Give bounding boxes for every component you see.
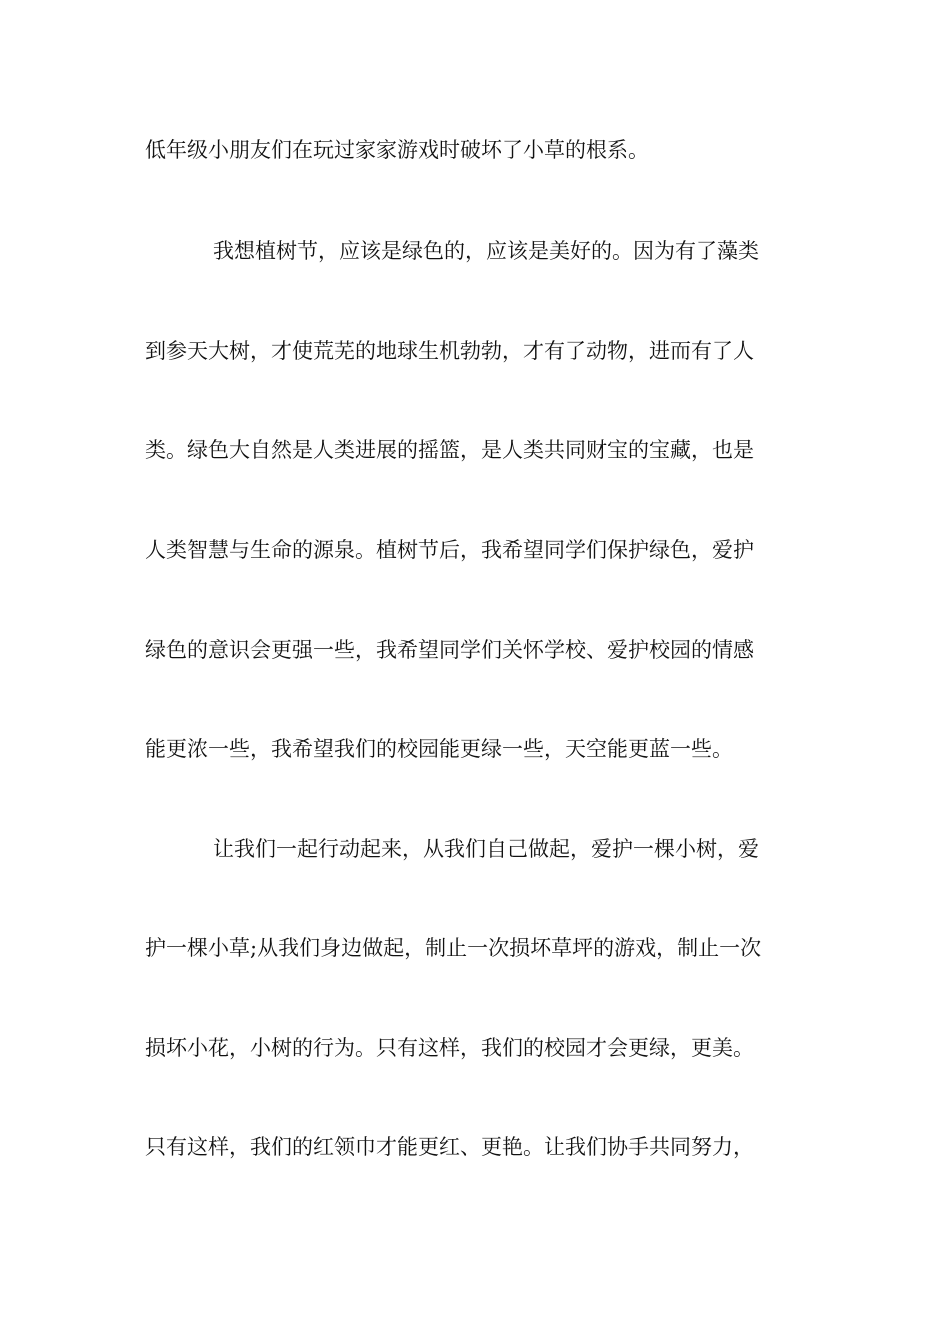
text-line: 绿色的意识会更强一些，我希望同学们关怀学校、爱护校园的情感 <box>145 638 754 662</box>
text-line: 到参天大树，才使荒芜的地球生机勃勃，才有了动物，进而有了人 <box>145 339 754 363</box>
paragraph-first-line: 我想植树节，应该是绿色的，应该是美好的。因为有了藻类 <box>213 239 759 263</box>
text-line: 只有这样，我们的红领巾才能更红、更艳。让我们协手共同努力， <box>145 1135 754 1159</box>
text-line: 类。绿色大自然是人类进展的摇篮，是人类共同财宝的宝藏，也是 <box>145 438 754 462</box>
text-line: 低年级小朋友们在玩过家家游戏时破坏了小草的根系。 <box>145 138 649 162</box>
text-line: 人类智慧与生命的源泉。植树节后，我希望同学们保护绿色，爱护 <box>145 538 754 562</box>
text-line: 护一棵小草;从我们身边做起，制止一次损坏草坪的游戏，制止一次 <box>145 936 762 960</box>
text-line: 损坏小花，小树的行为。只有这样，我们的校园才会更绿，更美。 <box>145 1036 754 1060</box>
paragraph-first-line: 让我们一起行动起来，从我们自己做起，爱护一棵小树，爱 <box>213 837 759 861</box>
text-line: 能更浓一些，我希望我们的校园能更绿一些，天空能更蓝一些。 <box>145 737 733 761</box>
